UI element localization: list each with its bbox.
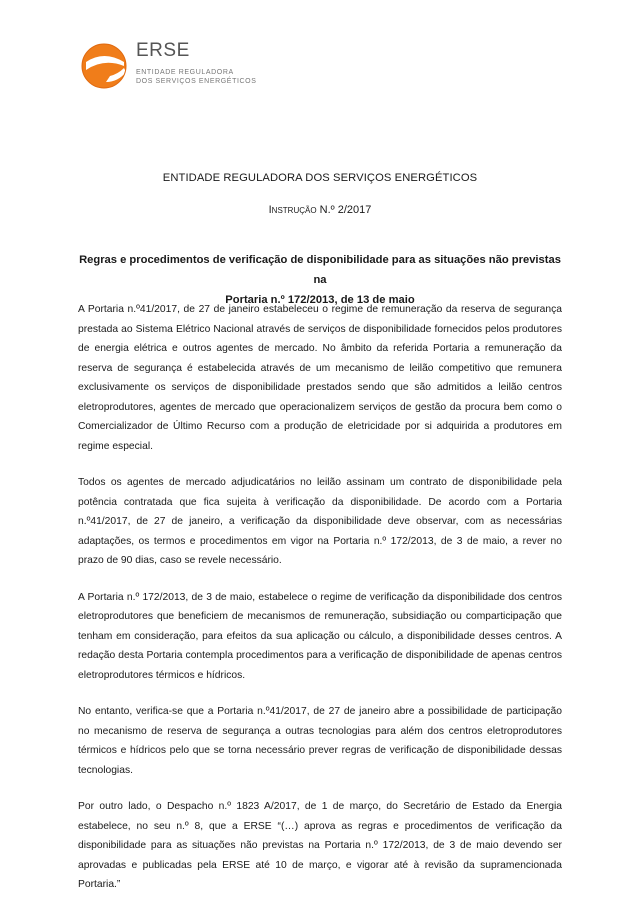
organization-title: ENTIDADE REGULADORA DOS SERVIÇOS ENERGÉTICOS	[162, 172, 478, 184]
brand-subtitle-line1: ENTIDADE REGULADORA	[136, 69, 234, 76]
paragraph-4: No entanto, verifica-se que a Portaria n.º41/2017, de 27 de janeiro abre a possibilidade de participação no mecanismo de reserva de segurança a outras tecnologias para além dos centros eletroprodutores térmicos e hídricos pelo que se torna necessário prever regras de verificação de disponibilidade dessas tecnologias.	[78, 706, 562, 776]
paragraph-3: A Portaria n.º 172/2013, de 3 de maio, estabelece o regime de verificação da disponibilidade dos centros eletroprodutores que beneficiem de mecanismos de remuneração, subsidiação ou comparticipação que tenham em consideração, para efeitos da sua aplicação ou cálculo, a disponibilidade desses centros. A redação desta Portaria contempla procedimentos para a verificação de disponibilidade de apenas centros eletroprodutores térmicos e hídricos.	[78, 591, 562, 681]
erse-logo	[80, 36, 280, 96]
document-body	[78, 300, 562, 912]
paragraph-1: A Portaria n.º41/2017, de 27 de janeiro estabeleceu o regime de remuneração da reserva de segurança prestada ao Sistema Elétrico Nacional através de serviços de disponibilidade fornecidos pelos produtores de energia elétrica e outros agentes de mercado. No âmbito da referida Portaria a remuneração da reserva de segurança é estabelecida através de um mecanismo de leilão competitivo que remunera exclusivamente os serviços de disponibilidade prestados sendo que são admitidos a leilão centros eletroprodutores, agentes de mercado que operacionalizem serviços de gestão da procura bem como o Comercializador de Último Recurso com a produção de eletricidade por si adquirida a produtores em regime especial.	[78, 304, 562, 452]
brand-subtitle-line2: DOS SERVIÇOS ENERGÉTICOS	[136, 78, 257, 85]
instruction-number	[0, 204, 640, 216]
instruction-label: Instrução N.º 2/2017	[268, 204, 372, 216]
brand-name: ERSE	[136, 40, 190, 61]
heading-line-2: Portaria n.º 172/2013, de 13 de maio	[225, 294, 415, 306]
heading-line-1: Regras e procedimentos de verificação de disponibilidade para as situações não previstas na	[79, 254, 561, 286]
paragraph-5: Por outro lado, o Despacho n.º 1823 A/2017, de 1 de março, do Secretário de Estado da Energia estabelece, no seu n.º 8, que a ERSE “(…) aprova as regras e procedimentos de verificação da disponibilidade para as situações não previstas na Portaria n.º 172/2013, de 3 de maio devendo ser aprovadas e publicadas pela ERSE até 10 de março, e vigorar até à revisão da supramencionada Portaria.”	[78, 801, 562, 890]
paragraph-2: Todos os agentes de mercado adjudicatários no leilão assinam um contrato de disponibilidade pela potência contratada que fica sujeita à verificação da disponibilidade. De acordo com a Portaria n.º41/2017, de 27 de janeiro, a verificação da disponibilidade deve observar, com as necessárias adaptações, os termos e procedimentos em vigor na Portaria n.º 172/2013, de 3 de maio, a rever no prazo de 90 dias, caso se revele necessário.	[78, 477, 562, 566]
erse-e-icon	[80, 36, 132, 92]
